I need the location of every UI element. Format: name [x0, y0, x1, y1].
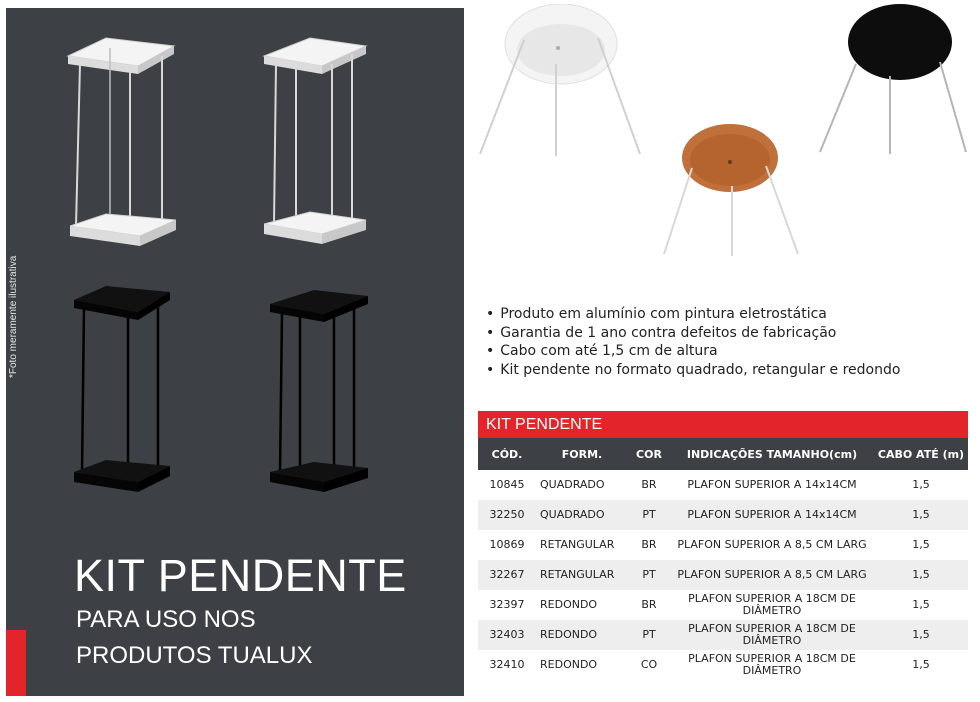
subtitle-line-2: PRODUTOS TUALUX: [76, 642, 313, 669]
header-color: COR: [628, 438, 670, 470]
cell-cable: 1,5: [912, 538, 930, 551]
cell-color: PT: [628, 560, 670, 590]
cell-size: PLAFON SUPERIOR A 18CM DE DIÂMETRO: [688, 592, 856, 617]
cell-cable: 1,5: [874, 620, 968, 650]
cell-cable: 1,5: [912, 658, 930, 671]
cell-color: PT: [628, 620, 670, 650]
cell-format: REDONDO: [536, 620, 628, 650]
table-row: [478, 500, 968, 530]
white-rectangular-kit-image: [260, 34, 370, 248]
feature-item: • Kit pendente no formato quadrado, retangular e redondo: [486, 361, 900, 380]
cell-size: PLAFON SUPERIOR A 8,5 CM LARG: [670, 560, 874, 590]
cell-size: PLAFON SUPERIOR A 18CM DE DIÂMETRO: [670, 620, 874, 650]
header-code: CÓD.: [478, 438, 536, 470]
table-row: [478, 590, 968, 620]
cell-code: 10869: [489, 538, 525, 551]
black-rectangular-kit-image: [266, 286, 370, 494]
table-title: KIT PENDENTE: [478, 411, 968, 438]
cell-code: 32250: [478, 500, 536, 530]
cell-format: RETANGULAR: [540, 538, 615, 551]
cell-code: 32267: [478, 560, 536, 590]
cell-size: PLAFON SUPERIOR A 18CM DE DIÂMETRO: [688, 652, 856, 677]
table-row: [478, 560, 968, 590]
feature-item: • Garantia de 1 ano contra defeitos de fabricação: [486, 324, 900, 343]
illustrative-photo-note: *Foto meramente ilustrativa: [8, 255, 19, 378]
page-title: KIT PENDENTE: [74, 550, 407, 601]
cell-color: BR: [641, 478, 657, 491]
header-size: INDICAÇÕES TAMANHO(cm): [670, 438, 874, 470]
table-header-row: [478, 438, 968, 470]
cell-cable: 1,5: [912, 598, 930, 611]
cell-cable: 1,5: [874, 560, 968, 590]
table-row: [478, 470, 968, 500]
table-row: [478, 650, 968, 680]
cell-format: RETANGULAR: [536, 560, 628, 590]
cell-code: 10845: [489, 478, 525, 491]
black-square-kit-image: [72, 282, 172, 494]
cell-color: CO: [640, 658, 658, 671]
cell-size: PLAFON SUPERIOR A 14x14CM: [670, 500, 874, 530]
copper-round-kit-image: [658, 122, 806, 258]
feature-list: [486, 305, 900, 379]
cell-cable: 1,5: [874, 500, 968, 530]
cell-code: 32403: [478, 620, 536, 650]
table-row: [478, 530, 968, 560]
black-round-kit-image: [816, 4, 970, 156]
cell-format: REDONDO: [540, 598, 598, 611]
cell-format: QUADRADO: [540, 478, 605, 491]
header-format: FORM.: [536, 438, 628, 470]
cell-code: 32410: [489, 658, 525, 671]
header-cable: CABO ATÉ (m): [874, 438, 968, 470]
feature-item: • Produto em alumínio com pintura eletrostática: [486, 305, 900, 324]
subtitle-line-1: PARA USO NOS: [76, 606, 256, 633]
white-square-kit-image: [66, 34, 176, 248]
cell-color: PT: [628, 500, 670, 530]
feature-item: • Cabo com até 1,5 cm de altura: [486, 342, 900, 361]
product-table: [478, 411, 968, 680]
cell-size: PLAFON SUPERIOR A 8,5 CM LARG: [677, 538, 867, 551]
accent-bar: [6, 630, 26, 696]
cell-color: BR: [641, 538, 657, 551]
cell-format: REDONDO: [540, 658, 598, 671]
cell-code: 32397: [489, 598, 525, 611]
cell-color: BR: [641, 598, 657, 611]
cell-size: PLAFON SUPERIOR A 14x14CM: [687, 478, 857, 491]
white-round-kit-image: [476, 4, 646, 160]
table-row: [478, 620, 968, 650]
cell-format: QUADRADO: [536, 500, 628, 530]
cell-cable: 1,5: [912, 478, 930, 491]
left-panel: [6, 8, 464, 696]
